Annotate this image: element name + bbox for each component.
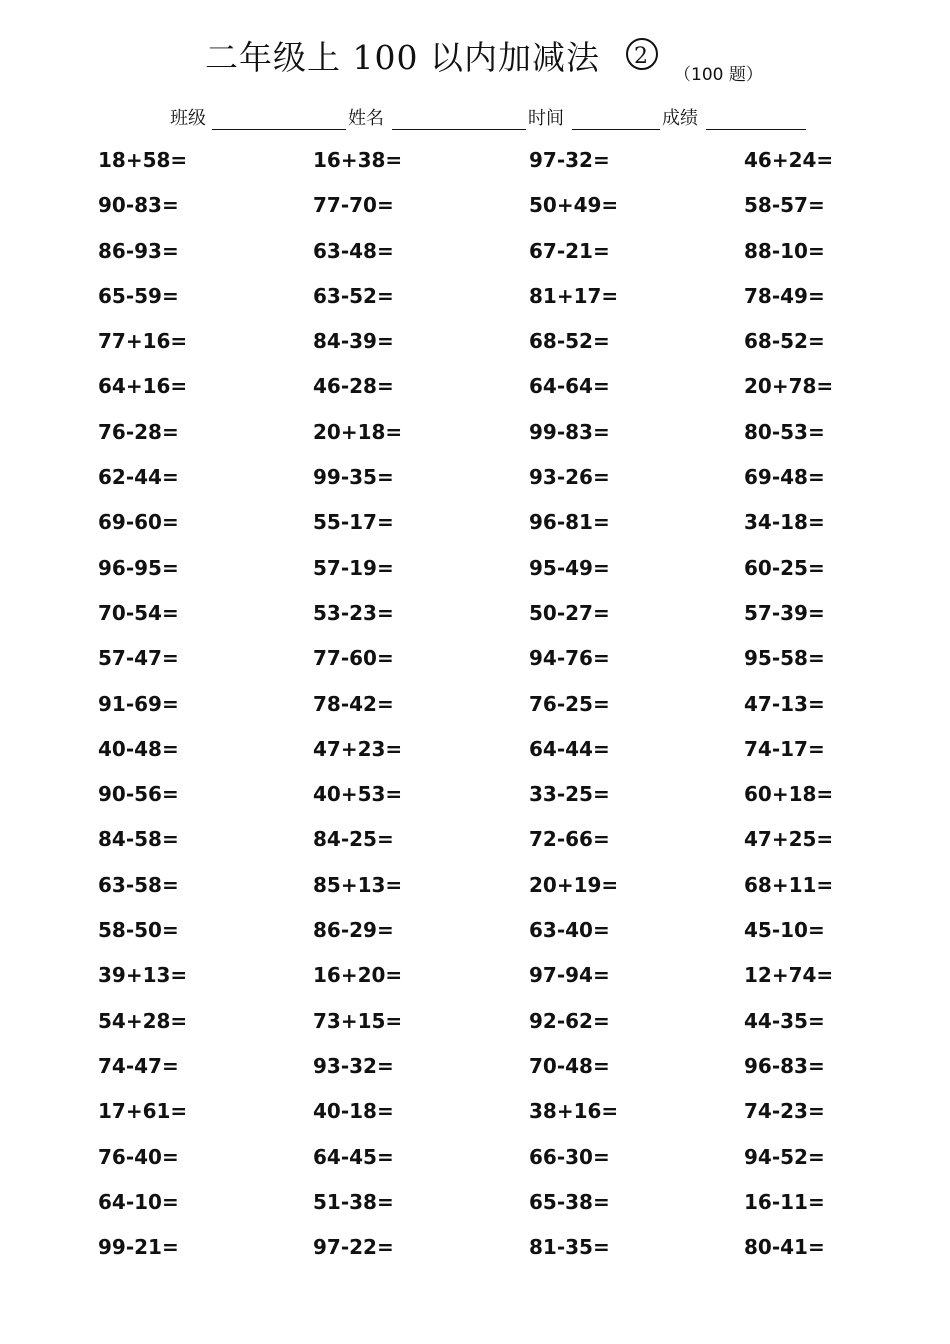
math-problem: 66-30= [529,1144,610,1169]
math-problem: 94-76= [529,646,610,671]
math-problem: 74-23= [744,1099,825,1124]
problem-row [0,1091,950,1136]
problem-row [0,1182,950,1227]
math-problem: 95-58= [744,646,825,671]
math-problem: 47+25= [744,827,834,852]
problem-row [0,140,950,185]
problem-row [0,955,950,1000]
math-problem: 70-54= [98,600,179,625]
math-problem: 12+74= [744,963,834,988]
math-problem: 40-18= [313,1099,394,1124]
student-info-row [0,100,950,136]
math-problem: 84-25= [313,827,394,852]
math-problem: 51-38= [313,1189,394,1214]
problem-count: （100 题） [674,65,763,85]
problem-row [0,366,950,411]
math-problem: 96-81= [529,510,610,535]
math-problem: 40+53= [313,782,403,807]
math-problem: 93-26= [529,465,610,490]
worksheet-title: 二年级上 100 以内加减法 [205,38,600,77]
math-problem: 60+18= [744,782,834,807]
math-problem: 96-83= [744,1053,825,1078]
math-problem: 97-22= [313,1235,394,1260]
math-problem: 77-60= [313,646,394,671]
math-problem: 46+24= [744,148,834,172]
time-label: 时间 [528,108,564,129]
math-problem: 70-48= [529,1053,610,1078]
math-problem: 45-10= [744,918,825,943]
math-problem: 39+13= [98,963,188,988]
math-problem: 86-93= [98,238,179,263]
problem-row [0,548,950,593]
problem-row [0,910,950,955]
math-problem: 78-49= [744,283,825,308]
problem-row [0,231,950,276]
problem-row [0,638,950,683]
math-problem: 99-83= [529,419,610,444]
math-problem: 81+17= [529,283,619,308]
math-problem: 69-60= [98,510,179,535]
math-problem: 88-10= [744,238,825,263]
problem-row [0,1046,950,1091]
problem-row [0,276,950,321]
math-problem: 20+78= [744,374,834,399]
problem-row [0,819,950,864]
math-problem: 81-35= [529,1235,610,1260]
math-problem: 33-25= [529,782,610,807]
math-problem: 69-48= [744,465,825,490]
math-problem: 18+58= [98,148,188,172]
problem-row [0,729,950,774]
math-problem: 44-35= [744,1008,825,1033]
math-problem: 63-48= [313,238,394,263]
math-problem: 68-52= [529,329,610,354]
math-problem: 16+38= [313,148,403,172]
math-problem: 64-64= [529,374,610,399]
math-problem: 34-18= [744,510,825,535]
score-field[interactable] [706,129,806,130]
problem-row [0,865,950,910]
math-problem: 55-17= [313,510,394,535]
math-problem: 16+20= [313,963,403,988]
math-problem: 91-69= [98,691,179,716]
problem-row [0,684,950,729]
math-problem: 57-47= [98,646,179,671]
math-problem: 78-42= [313,691,394,716]
problem-row [0,1001,950,1046]
math-problem: 20+19= [529,872,619,897]
math-problem: 86-29= [313,918,394,943]
math-problem: 99-35= [313,465,394,490]
math-problem: 76-25= [529,691,610,716]
math-problem: 72-66= [529,827,610,852]
math-problem: 97-94= [529,963,610,988]
math-problem: 57-19= [313,555,394,580]
math-problem: 84-39= [313,329,394,354]
problem-row [0,1227,950,1272]
math-problem: 64-44= [529,736,610,761]
math-problem: 46-28= [313,374,394,399]
math-problem: 90-83= [98,193,179,218]
problem-grid [0,140,950,1272]
math-problem: 65-38= [529,1189,610,1214]
math-problem: 16-11= [744,1189,825,1214]
problem-row [0,774,950,819]
math-problem: 17+61= [98,1099,188,1124]
math-problem: 76-40= [98,1144,179,1169]
math-problem: 74-47= [98,1053,179,1078]
name-field[interactable] [392,129,526,130]
math-problem: 47+23= [313,736,403,761]
math-problem: 94-52= [744,1144,825,1169]
math-problem: 67-21= [529,238,610,263]
math-problem: 80-53= [744,419,825,444]
problem-row [0,1137,950,1182]
class-field[interactable] [212,129,346,130]
math-problem: 93-32= [313,1053,394,1078]
math-problem: 96-95= [98,555,179,580]
math-problem: 73+15= [313,1008,403,1033]
math-problem: 95-49= [529,555,610,580]
math-problem: 62-44= [98,465,179,490]
circled-number: 2 [634,44,648,69]
math-problem: 58-57= [744,193,825,218]
math-problem: 54+28= [98,1008,188,1033]
math-problem: 99-21= [98,1235,179,1260]
problem-row [0,412,950,457]
math-problem: 74-17= [744,736,825,761]
class-label: 班级 [170,108,206,129]
math-problem: 92-62= [529,1008,610,1033]
math-problem: 68-52= [744,329,825,354]
math-problem: 76-28= [98,419,179,444]
math-problem: 63-52= [313,283,394,308]
problem-row [0,593,950,638]
math-problem: 50+49= [529,193,619,218]
math-problem: 90-56= [98,782,179,807]
time-field[interactable] [572,129,660,130]
problem-row [0,502,950,547]
problem-row [0,185,950,230]
problem-row [0,321,950,366]
math-problem: 80-41= [744,1235,825,1260]
score-label: 成绩 [662,108,698,129]
math-problem: 77-70= [313,193,394,218]
math-problem: 47-13= [744,691,825,716]
math-problem: 50-27= [529,600,610,625]
math-problem: 84-58= [98,827,179,852]
math-problem: 85+13= [313,872,403,897]
math-problem: 63-40= [529,918,610,943]
worksheet-header [0,28,950,88]
math-problem: 53-23= [313,600,394,625]
math-problem: 65-59= [98,283,179,308]
math-problem: 64-10= [98,1189,179,1214]
math-problem: 40-48= [98,736,179,761]
math-problem: 97-32= [529,148,610,172]
math-problem: 60-25= [744,555,825,580]
math-problem: 77+16= [98,329,188,354]
problem-row [0,457,950,502]
math-problem: 20+18= [313,419,403,444]
math-problem: 63-58= [98,872,179,897]
math-problem: 58-50= [98,918,179,943]
name-label: 姓名 [348,108,384,129]
math-problem: 57-39= [744,600,825,625]
math-problem: 64+16= [98,374,188,399]
math-problem: 38+16= [529,1099,619,1124]
math-problem: 64-45= [313,1144,394,1169]
math-problem: 68+11= [744,872,834,897]
